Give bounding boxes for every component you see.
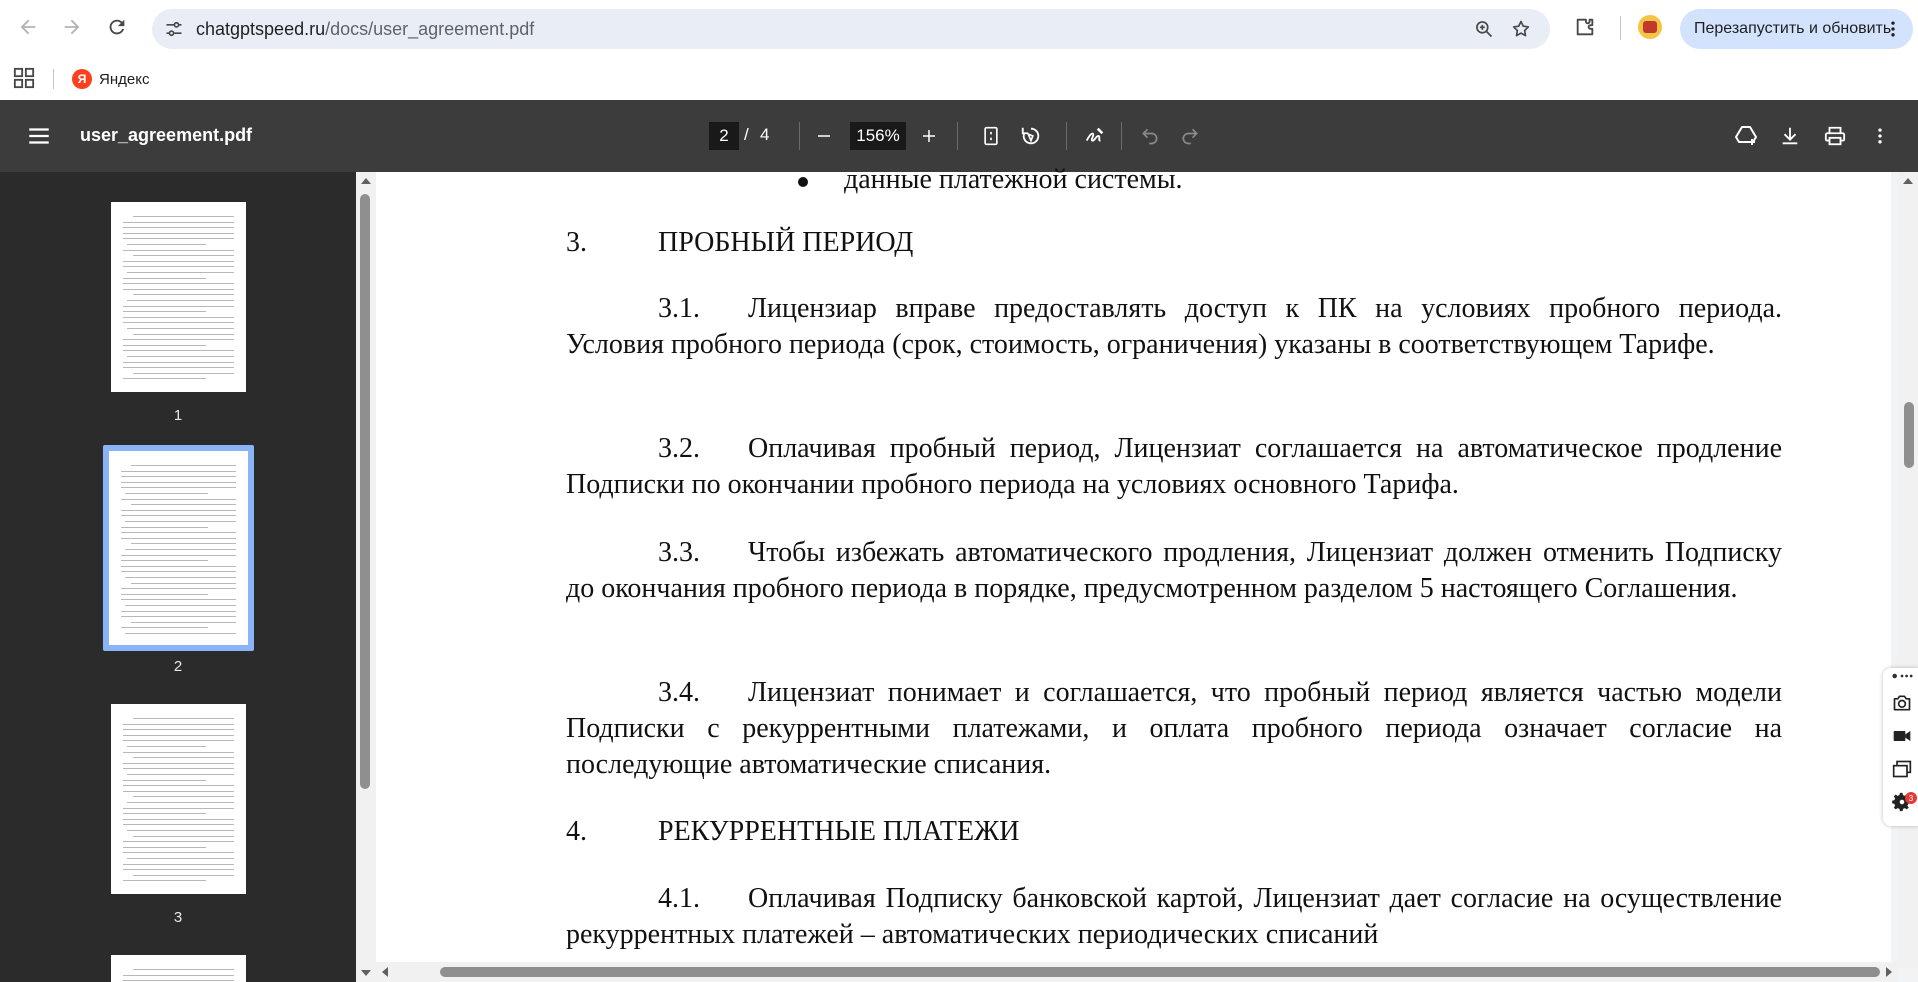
- download-icon: [1779, 125, 1801, 147]
- zoom-level-input[interactable]: 156%: [850, 122, 906, 150]
- widget-menu-icon[interactable]: [1890, 668, 1914, 684]
- site-info-icon[interactable]: [162, 17, 186, 41]
- thumbnail-text-line: [123, 261, 234, 262]
- thumbnail-text-line: [123, 980, 234, 981]
- thumbnail-text-line: [123, 306, 234, 307]
- thumbnail-text-line: [133, 718, 234, 719]
- scroll-up-arrow-icon[interactable]: [1903, 178, 1913, 184]
- thumbnail-text-line: [121, 627, 208, 628]
- thumbnail-text-line: [121, 560, 208, 561]
- pdf-title: user_agreement.pdf: [80, 125, 253, 145]
- arrow-right-icon: [61, 16, 83, 38]
- thumbnail-text-line: [123, 735, 234, 736]
- thumbnail-page-1[interactable]: [111, 202, 246, 392]
- bookmarks-bar: [0, 58, 1918, 100]
- menu-icon[interactable]: [26, 123, 52, 149]
- paragraph-3-1: 3.1. Лицензиар вправе предоставлять доступ к ПК на условиях пробного периода. Условия пробного периода (срок, стоимость, ограничения) указаны в соответствующем Тарифе.: [566, 293, 1782, 360]
- thumbnail-text-line: [123, 864, 234, 865]
- thumbnail-text-line: [123, 322, 234, 323]
- draw-icon: [1084, 125, 1106, 147]
- thumbnail-text-line: [121, 611, 236, 612]
- thumbnail-text-line: [123, 250, 234, 251]
- thumbnail-text-line: [121, 532, 236, 533]
- thumbnail-text-line: [123, 847, 206, 848]
- minus-icon: [815, 127, 833, 145]
- bullet-item: данные платежной системы.: [798, 162, 1183, 198]
- forward-button[interactable]: [56, 11, 88, 43]
- thumbnail-text-line: [123, 227, 234, 228]
- camera-icon[interactable]: [1890, 691, 1914, 715]
- thumbnail-text-line: [123, 311, 206, 312]
- screens-icon[interactable]: [1890, 757, 1914, 781]
- paragraph-3-4: 3.4. Лицензиат понимает и соглашается, что пробный период является частью модели Подписки с рекуррентными платежами, и оплата пробного периода означает согласие на последующие автоматические списания.: [566, 677, 1782, 780]
- add-to-drive-icon: [1734, 124, 1758, 148]
- zoom-in-button[interactable]: [916, 123, 942, 149]
- toolbar-divider: [1121, 122, 1122, 150]
- thumbnail-text-line: [133, 969, 234, 970]
- thumbnail-text-line: [121, 599, 236, 600]
- thumbnail-text-line: [123, 283, 234, 284]
- thumbnail-text-line: [121, 538, 236, 539]
- thumbnail-text-line: [123, 763, 234, 764]
- paragraph-3-3: 3.3. Чтобы избежать автоматического продления, Лицензиат должен отменить Подписку до окончания пробного периода в порядке, предусмотренном разделом 5 настоящего Соглашения.: [566, 537, 1782, 604]
- thumbnail-text-line: [121, 515, 236, 516]
- thumbnail-text-line: [121, 499, 236, 500]
- more-vert-icon: [1870, 125, 1890, 147]
- thumbnail-page-3[interactable]: [111, 704, 246, 894]
- thumbnail-text-line: [123, 785, 234, 786]
- scroll-left-arrow-icon[interactable]: [382, 967, 388, 977]
- thumbnail-text-line: [123, 819, 234, 820]
- thumbnail-text-line: [133, 875, 234, 876]
- rotate-icon: [1020, 125, 1042, 147]
- bookmark-yandex[interactable]: [72, 67, 149, 91]
- thumbnail-text-line: [133, 373, 234, 374]
- print-button[interactable]: [1822, 123, 1848, 149]
- apps-grid-icon[interactable]: [13, 67, 35, 89]
- thumbnail-text-line: [123, 345, 206, 346]
- thumbnail-text-line: [131, 543, 236, 544]
- thumbnail-text-line: [121, 510, 236, 511]
- page-number-input[interactable]: 2: [709, 122, 739, 150]
- paragraph-3-2: 3.2. Оплачивая пробный период, Лицензиат соглашается на автоматическое продление Подписки по окончании пробного периода на условиях основного Тарифа.: [566, 433, 1782, 500]
- thumbnail-text-line: [127, 830, 234, 831]
- thumbnails-sidebar: [0, 172, 356, 982]
- address-bar[interactable]: [152, 9, 1550, 49]
- thumbnail-label: 3: [173, 909, 183, 926]
- more-vert-icon: [1883, 18, 1903, 40]
- thumbnail-text-line: [125, 605, 236, 606]
- toolbar-divider: [799, 122, 800, 150]
- horizontal-scroll-thumb[interactable]: [440, 967, 1880, 977]
- thumbnail-text-line: [123, 824, 234, 825]
- fit-page-icon: [981, 125, 1001, 147]
- thumbnail-text-line: [121, 555, 236, 556]
- thumbnail-text-line: [133, 216, 234, 217]
- thumbnail-text-line: [123, 869, 234, 870]
- relaunch-label: Перезапустить и обновить: [1694, 20, 1892, 37]
- thumbnail-text-line: [121, 487, 236, 488]
- yandex-logo-icon: Я: [72, 69, 92, 89]
- thumbnail-text-line: [125, 577, 236, 578]
- toolbar-divider: [1620, 16, 1621, 40]
- scroll-up-arrow-icon[interactable]: [361, 178, 371, 184]
- thumbnail-text-line: [123, 339, 234, 340]
- thumbnail-text-line: [127, 328, 234, 329]
- save-to-drive-button[interactable]: [1733, 123, 1759, 149]
- extensions-icon[interactable]: [1571, 13, 1599, 41]
- fit-page-button[interactable]: [978, 123, 1004, 149]
- notification-badge: 3: [1905, 792, 1917, 804]
- zoom-out-button[interactable]: [811, 123, 837, 149]
- thumbnail-text-line: [123, 289, 234, 290]
- thumbnail-text-line: [123, 780, 206, 781]
- thumbnail-text-line: [127, 244, 206, 245]
- document-vertical-scrollbar[interactable]: [1898, 172, 1918, 968]
- document-horizontal-scrollbar[interactable]: [376, 962, 1898, 982]
- capture-side-widget: [1883, 668, 1918, 826]
- thumbnail-text-line: [123, 724, 234, 725]
- thumbnail-text-line: [133, 836, 234, 837]
- video-camera-icon[interactable]: [1890, 724, 1914, 748]
- thumbnail-text-line: [125, 633, 236, 634]
- thumbnail-text-line: [127, 802, 234, 803]
- thumbnail-text-line: [131, 504, 236, 505]
- thumbnail-page-2[interactable]: [109, 451, 248, 645]
- thumbnail-text-line: [123, 378, 206, 379]
- thumbnail-text-line: [123, 813, 206, 814]
- annotate-button[interactable]: [1082, 123, 1108, 149]
- download-button[interactable]: [1777, 123, 1803, 149]
- thumbnail-text-line: [133, 757, 234, 758]
- thumbnail-text-line: [127, 300, 234, 301]
- relaunch-button[interactable]: [1680, 9, 1913, 49]
- document-scroll-thumb[interactable]: [1904, 402, 1914, 468]
- thumbnail-text-line: [125, 521, 236, 522]
- thumbnail-text-line: [121, 476, 236, 477]
- reload-icon: [106, 16, 128, 38]
- reload-button[interactable]: [101, 11, 133, 43]
- arrow-left-icon: [17, 16, 39, 38]
- paragraph-4-1: 4.1. Оплачивая Подписку банковской картой, Лицензиат дает согласие на осуществление рекуррентных платежей – автоматических периодических списаний: [566, 883, 1782, 950]
- thumbnail-text-line: [123, 233, 234, 234]
- thumbnail-text-line: [127, 272, 234, 273]
- scroll-right-arrow-icon[interactable]: [1886, 967, 1892, 977]
- thumbnail-text-line: [127, 746, 206, 747]
- thumbnail-text-line: [125, 549, 236, 550]
- thumbnail-text-line: [123, 367, 234, 368]
- rotate-button[interactable]: [1018, 123, 1044, 149]
- thumbnail-text-line: [127, 774, 234, 775]
- thumbnail-text-line: [127, 858, 234, 859]
- thumbnail-text-line: [121, 566, 236, 567]
- scroll-down-arrow-icon[interactable]: [361, 970, 371, 976]
- thumbnail-text-line: [123, 752, 234, 753]
- section-heading: 4. РЕКУРРЕНТНЫЕ ПЛАТЕЖИ: [566, 816, 1020, 847]
- thumbnail-text-line: [127, 356, 234, 357]
- thumbnail-text-line: [123, 266, 234, 267]
- thumbnail-text-line: [123, 222, 234, 223]
- undo-button[interactable]: [1137, 123, 1163, 149]
- more-options-button[interactable]: [1867, 123, 1893, 149]
- page-total: 4: [760, 125, 770, 144]
- url-text: chatgptspeed.ru/docs/user_agreement.pdf: [196, 19, 535, 39]
- thumbnail-text-line: [123, 238, 234, 239]
- browser-toolbar: [0, 0, 1918, 58]
- thumbnail-text-line: [133, 255, 234, 256]
- bookmarks-divider: [53, 69, 54, 89]
- print-icon: [1824, 125, 1846, 147]
- thumbnail-text-line: [121, 588, 236, 589]
- thumbnail-text-line: [131, 622, 236, 623]
- thumbnail-text-line: [121, 594, 208, 595]
- thumbnail-text-line: [131, 583, 236, 584]
- undo-icon: [1140, 126, 1160, 146]
- bookmark-star-icon[interactable]: [1509, 17, 1533, 41]
- thumbnail-text-line: [133, 796, 234, 797]
- thumbnail-text-line: [123, 880, 206, 881]
- sidebar-scrollbar[interactable]: [356, 172, 376, 982]
- thumbnail-text-line: [123, 740, 234, 741]
- thumbnail-page-4[interactable]: [111, 955, 246, 982]
- thumbnail-text-line: [131, 465, 236, 466]
- thumbnail-text-line: [123, 278, 206, 279]
- thumbnail-text-line: [121, 471, 236, 472]
- thumbnail-text-line: [123, 350, 234, 351]
- page-separator: /: [744, 125, 749, 144]
- thumbnail-text-line: [123, 729, 234, 730]
- thumbnail-label: 2: [173, 658, 183, 675]
- thumbnail-text-line: [121, 571, 236, 572]
- thumbnail-text-line: [123, 362, 234, 363]
- plus-icon: [920, 127, 938, 145]
- thumbnail-text-line: [121, 616, 236, 617]
- section-heading: 3. ПРОБНЫЙ ПЕРИОД: [566, 227, 914, 258]
- thumbnail-text-line: [123, 317, 234, 318]
- toolbar-divider: [957, 122, 958, 150]
- zoom-icon[interactable]: [1472, 17, 1496, 41]
- bookmark-label: Яндекс: [99, 70, 150, 88]
- redo-button[interactable]: [1177, 123, 1203, 149]
- thumbnail-text-line: [133, 334, 234, 335]
- sidebar-scroll-thumb[interactable]: [360, 194, 370, 789]
- thumbnail-text-line: [121, 482, 236, 483]
- thumbnail-text-line: [125, 493, 208, 494]
- thumbnail-text-line: [123, 841, 234, 842]
- thumbnail-text-line: [123, 768, 234, 769]
- thumbnail-text-line: [133, 294, 234, 295]
- thumbnail-text-line: [123, 808, 234, 809]
- bullet-icon: [798, 177, 808, 187]
- profile-avatar[interactable]: [1636, 13, 1664, 41]
- redo-icon: [1180, 126, 1200, 146]
- thumbnail-text-line: [123, 975, 234, 976]
- pdf-page: [376, 164, 1891, 968]
- thumbnail-text-line: [123, 791, 234, 792]
- thumbnail-text-line: [121, 527, 208, 528]
- thumbnail-text-line: [123, 852, 234, 853]
- back-button[interactable]: [12, 11, 44, 43]
- toolbar-divider: [1066, 122, 1067, 150]
- thumbnail-label: 1: [173, 407, 183, 424]
